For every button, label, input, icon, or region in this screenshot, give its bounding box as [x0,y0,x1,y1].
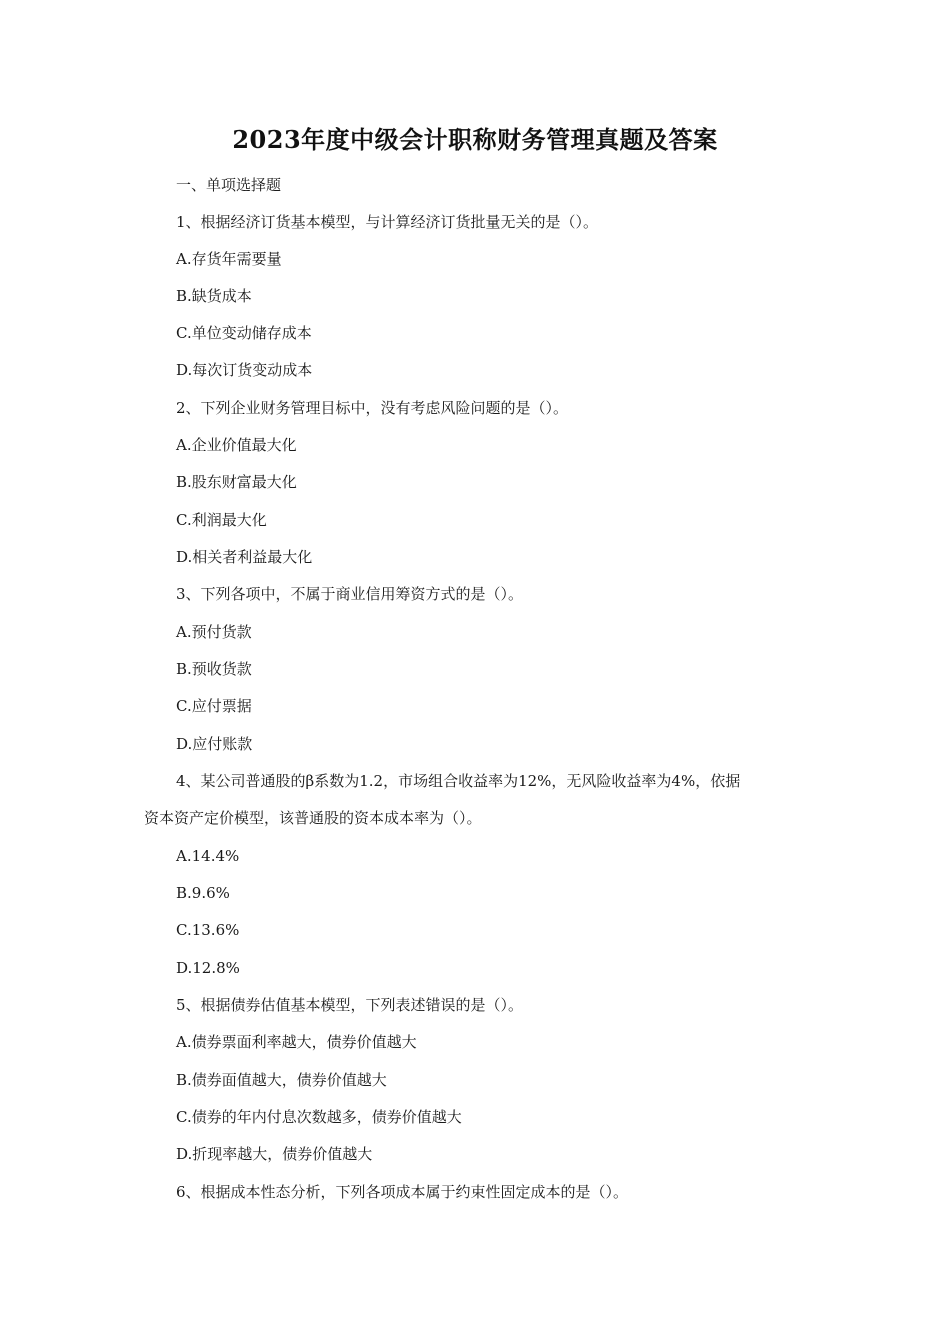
question-2-option-a: A.企业价值最大化 [176,436,297,454]
question-3-option-b: B.预收货款 [176,660,252,678]
section-heading: 一、单项选择题 [176,176,282,194]
question-5-option-d: D.折现率越大，债券价值越大 [176,1145,373,1163]
question-4-option-c: C.13.6% [176,921,240,939]
document-title: 2023年度中级会计职称财务管理真题及答案 [232,125,718,154]
question-5-option-b: B.债券面值越大，债券价值越大 [176,1071,387,1089]
question-3-stem: 3、下列各项中，不属于商业信用筹资方式的是（）。 [176,585,524,603]
question-5-option-c: C.债券的年内付息次数越多，债券价值越大 [176,1108,462,1126]
question-2-stem: 2、下列企业财务管理目标中，没有考虑风险问题的是（）。 [176,399,569,417]
question-1-option-c: C.单位变动储存成本 [176,324,312,342]
question-3-option-c: C.应付票据 [176,697,252,715]
question-1-option-a: A.存货年需要量 [176,250,282,268]
question-1-option-d: D.每次订货变动成本 [176,361,313,379]
question-2-option-d: D.相关者利益最大化 [176,548,313,566]
question-3-option-d: D.应付账款 [176,735,253,753]
question-2-option-c: C.利润最大化 [176,511,267,529]
question-4-option-b: B.9.6% [176,884,230,902]
question-3-option-a: A.预付货款 [176,623,252,641]
question-4-stem-line2: 资本资产定价模型，该普通股的资本成本率为（）。 [144,809,482,827]
question-4-stem-line1: 4、某公司普通股的β系数为1.2，市场组合收益率为12%，无风险收益率为4%，依据 [176,772,741,790]
question-5-option-a: A.债券票面利率越大，债券价值越大 [176,1033,417,1051]
question-5-stem: 5、根据债券估值基本模型，下列表述错误的是（）。 [176,996,524,1014]
question-4-option-a: A.14.4% [176,847,240,865]
question-1-option-b: B.缺货成本 [176,287,252,305]
question-2-option-b: B.股东财富最大化 [176,473,297,491]
question-1-stem: 1、根据经济订货基本模型，与计算经济订货批量无关的是（）。 [176,213,599,231]
question-6-stem: 6、根据成本性态分析，下列各项成本属于约束性固定成本的是（）。 [176,1183,629,1201]
question-4-option-d: D.12.8% [176,959,240,977]
